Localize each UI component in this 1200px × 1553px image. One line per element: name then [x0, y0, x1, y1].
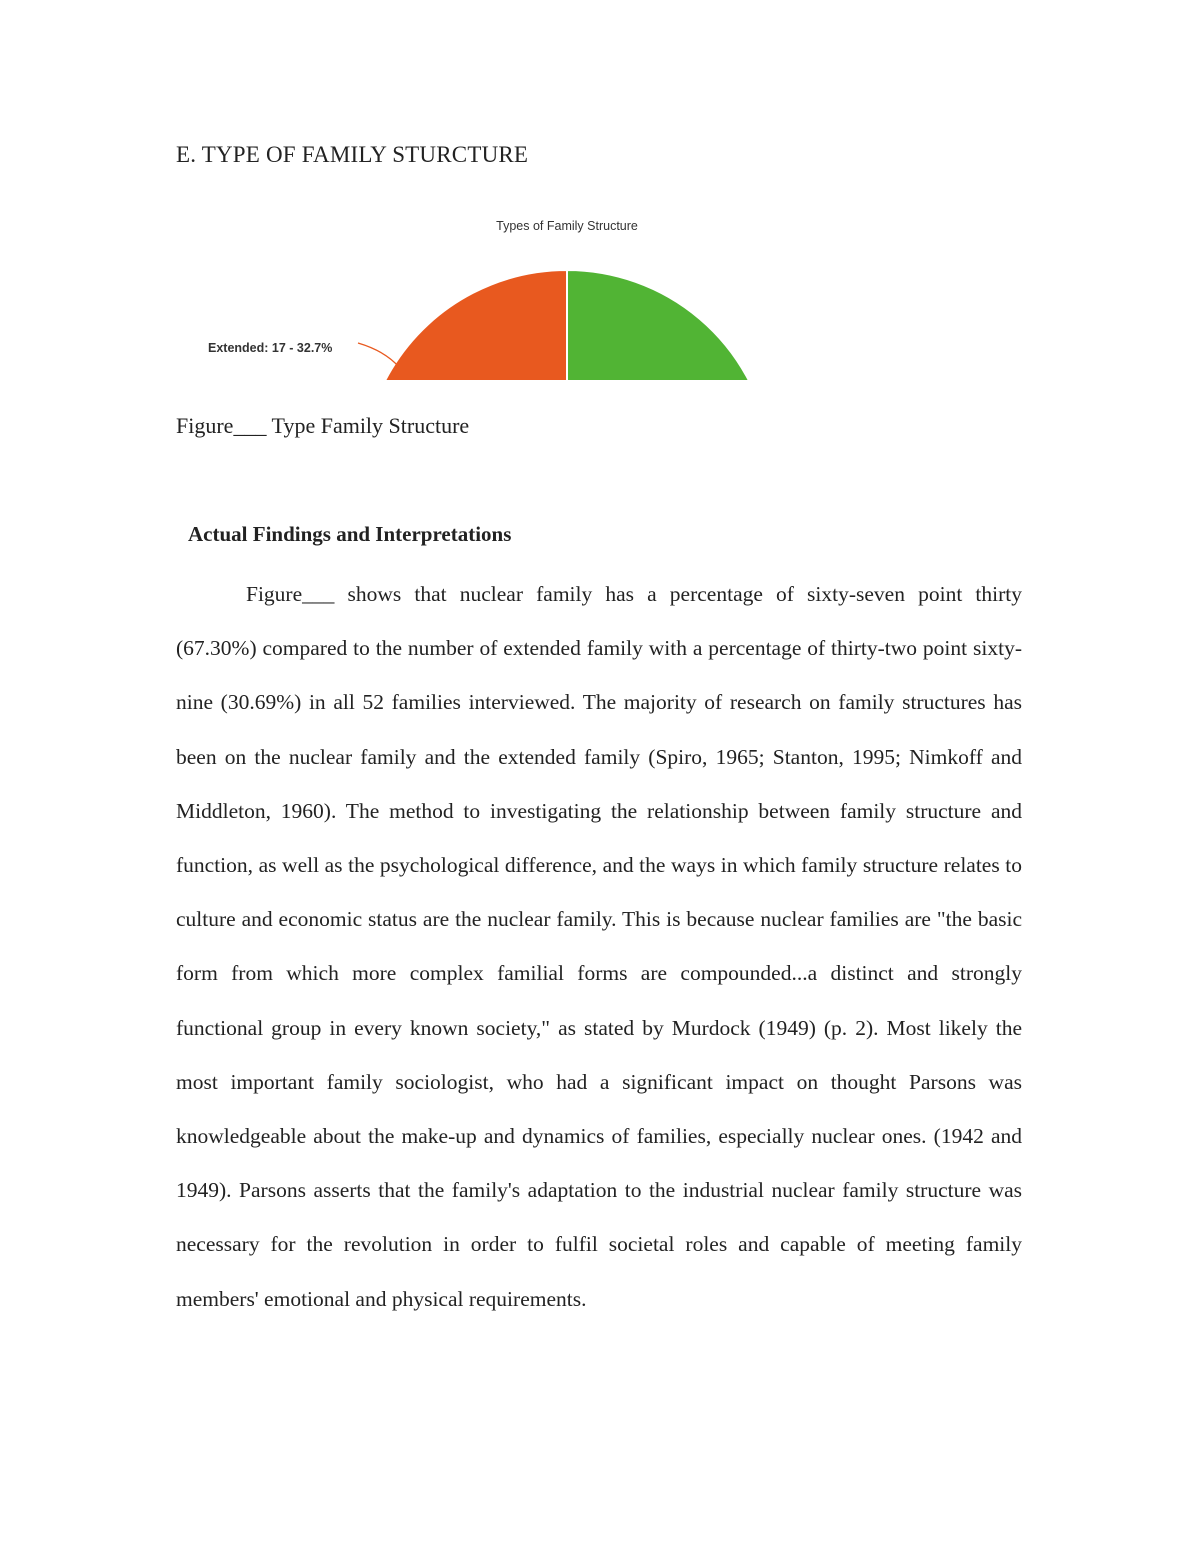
pie-chart-svg: [170, 205, 770, 390]
extended-slice-label: Extended: 17 - 32.7%: [208, 341, 333, 355]
family-structure-chart: [170, 205, 770, 390]
pie-slices: [362, 270, 770, 390]
section-heading: E. TYPE OF FAMILY STURCTURE: [176, 142, 529, 167]
chart-title: Types of Family Structure: [496, 219, 638, 233]
findings-heading: Actual Findings and Interpretations: [188, 522, 512, 546]
findings-paragraph: Figure___ shows that nuclear family has a percentage of sixty-seven point thirty (67.30%) compared to the number of extended family with a percentage of thirty-two point sixty-nine (30.69%) in all 52 families interviewed. The majority of research on family structures has been on the nuclear family and the extended family (Spiro, 1965; Stanton, 1995; Nimkoff and Middleton, 1960). The method to investigating the relationship between family structure and function, as well as the psychological difference, and the ways in which family structure relates to culture and economic status are the nuclear family. This is because nuclear families are "the basic form from which more complex familial forms are compounded...a distinct and strongly functional group in every known society," as stated by Murdock (1949) (p. 2). Most likely the most important family sociologist, who had a significant impact on thought Parsons was knowledgeable about the make-up and dynamics of families, especially nuclear ones. (1942 and 1949). Parsons asserts that the family's adaptation to the industrial nuclear family structure was necessary for the revolution in order to fulfil societal roles and capable of meeting family members' emotional and physical requirements.: [176, 582, 1022, 1311]
figure-caption: Figure___ Type Family Structure: [176, 413, 470, 438]
extended-leader-line: [358, 343, 399, 367]
extended-slice: [362, 270, 567, 390]
